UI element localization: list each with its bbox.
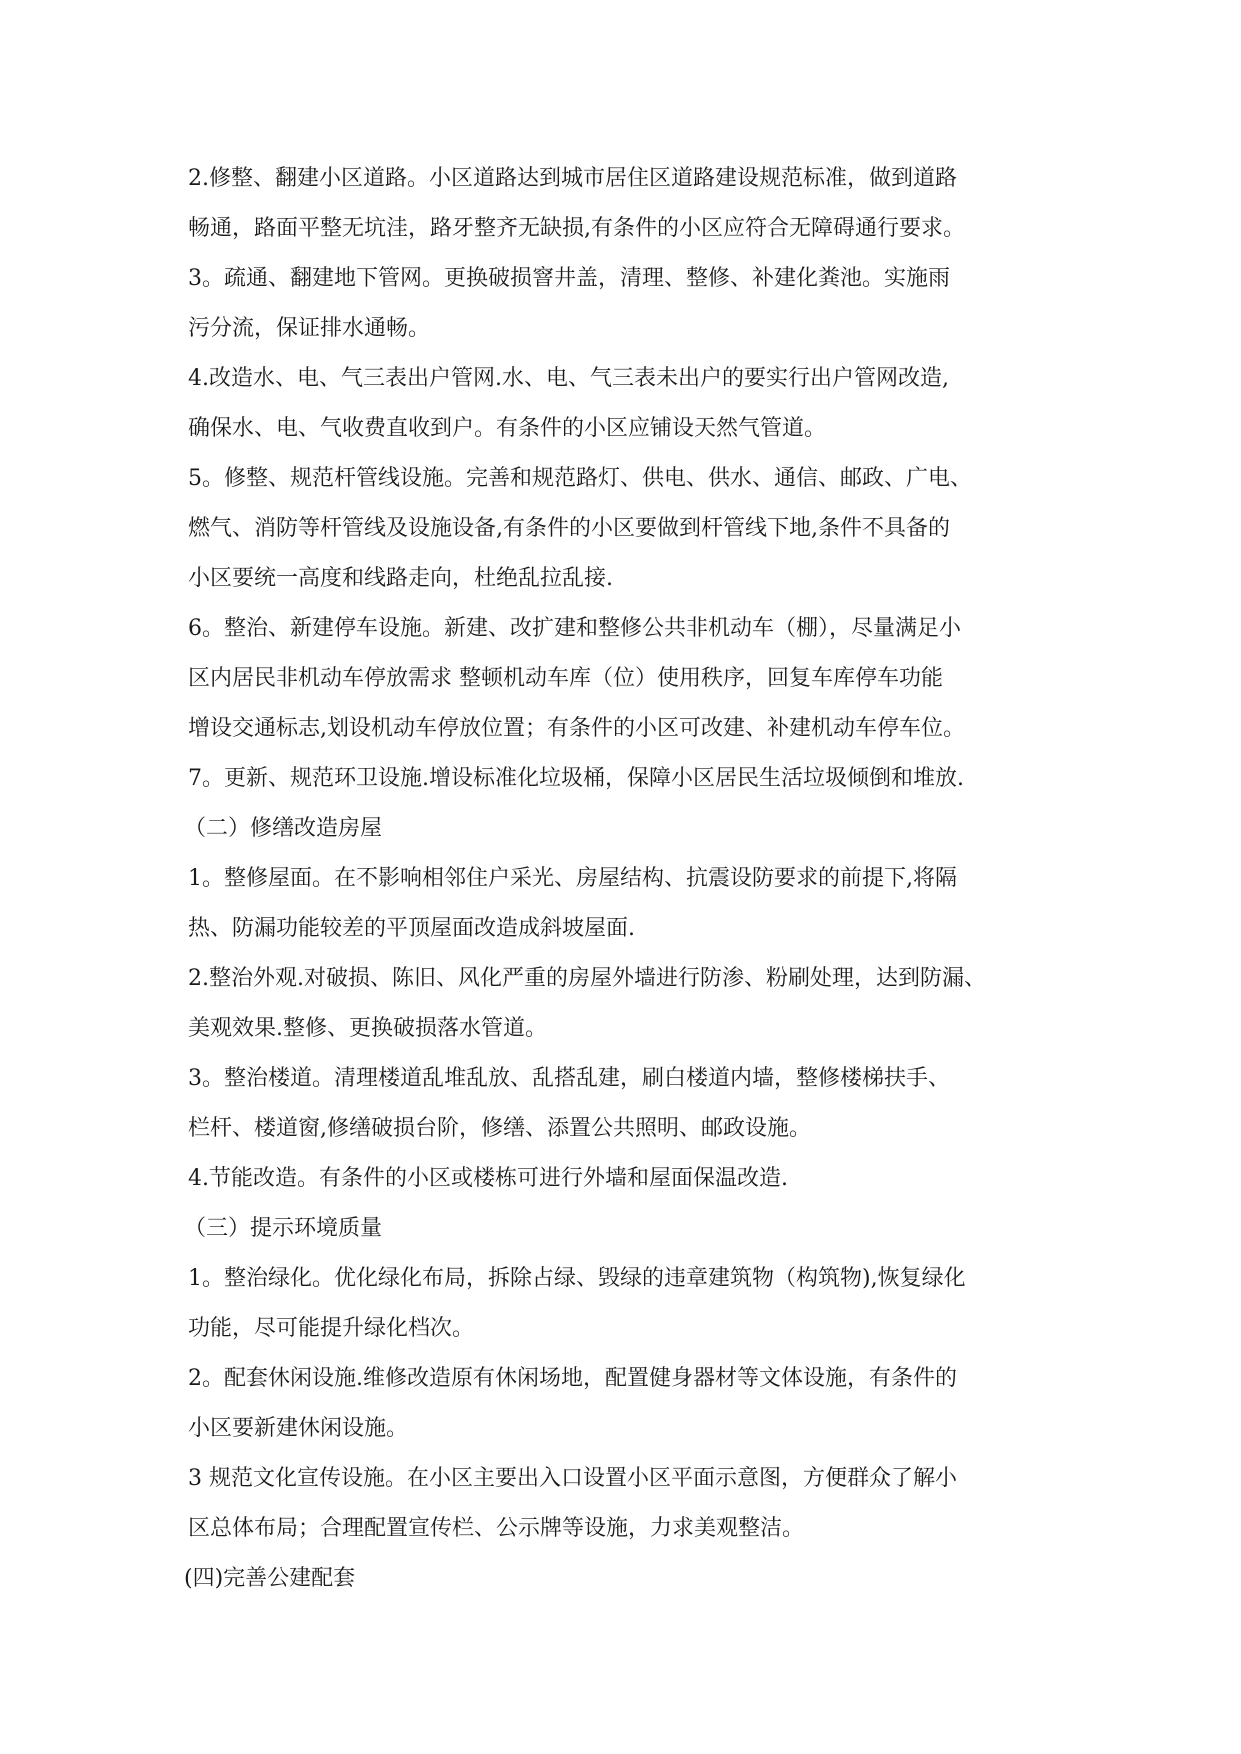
text-line: 3。整治楼道。清理楼道乱堆乱放、乱搭乱建，刷白楼道内墙，整修楼梯扶手、 — [188, 1066, 950, 1091]
text-line: 2.整治外观.对破损、陈旧、风化严重的房屋外墙进行防渗、粉刷处理，达到防漏、 — [188, 966, 986, 991]
text-line: 7。更新、规范环卫设施.增设标准化垃圾桶，保障小区居民生活垃圾倾倒和堆放. — [188, 766, 964, 791]
text-line: 3。疏通、翻建地下管网。更换破损窨井盖，清理、整修、补建化粪池。实施雨 — [188, 266, 950, 291]
list-item — [188, 854, 1068, 954]
text-line: 美观效果.整修、更换破损落水管道。 — [188, 1016, 547, 1041]
text-line: 功能，尽可能提升绿化档次。 — [188, 1316, 475, 1341]
text-line: 小区要统一高度和线路走向，杜绝乱拉乱接. — [188, 566, 613, 591]
section-heading — [184, 1204, 1068, 1254]
text-line: 4.改造水、电、气三表出户管网.水、电、气三表未出户的要实行出户管网改造, — [188, 366, 949, 391]
list-item — [188, 604, 1068, 754]
text-line: 小区要新建休闲设施。 — [188, 1416, 409, 1441]
list-item — [188, 154, 1068, 254]
list-item — [188, 954, 1068, 1054]
text-line: 1。整治绿化。优化绿化布局，拆除占绿、毁绿的违章建筑物（构筑物),恢复绿化 — [188, 1266, 966, 1291]
section-heading — [184, 804, 1068, 854]
text-line: 区总体布局；合理配置宣传栏、公示牌等设施，力求美观整洁。 — [188, 1516, 805, 1541]
text-line: 6。整治、新建停车设施。新建、改扩建和整修公共非机动车（棚），尽量满足小 — [188, 616, 961, 641]
text-line: 4.节能改造。有条件的小区或楼栋可进行外墙和屋面保温改造. — [188, 1166, 788, 1191]
text-line: 5。修整、规范杆管线设施。完善和规范路灯、供电、供水、通信、邮政、广电、 — [188, 466, 972, 491]
list-item — [188, 454, 1068, 604]
text-line: 3 规范文化宣传设施。在小区主要出入口设置小区平面示意图，方便群众了解小 — [188, 1466, 957, 1491]
text-line: 确保水、电、气收费直收到户。有条件的小区应铺设天然气管道。 — [188, 416, 827, 441]
text-line: 热、防漏功能较差的平顶屋面改造成斜坡屋面. — [188, 916, 635, 941]
text-line: 栏杆、楼道窗,修缮破损台阶，修缮、添置公共照明、邮政设施。 — [188, 1116, 811, 1141]
text-line: 1。整修屋面。在不影响相邻住户采光、房屋结构、抗震设防要求的前提下,将隔 — [188, 866, 957, 891]
document-body — [184, 154, 1068, 1604]
text-line: 污分流，保证排水通畅。 — [188, 316, 431, 341]
list-item — [188, 254, 1068, 354]
list-item — [188, 354, 1068, 454]
list-item — [188, 1054, 1068, 1154]
text-line: 畅通，路面平整无坑洼，路牙整齐无缺损,有条件的小区应符合无障碍通行要求。 — [188, 216, 965, 241]
text-line: 增设交通标志,划设机动车停放位置；有条件的小区可改建、补建机动车停车位。 — [188, 716, 965, 741]
section-heading — [184, 1554, 1068, 1604]
list-item — [188, 1454, 1068, 1554]
text-line: （二）修缮改造房屋 — [184, 816, 383, 841]
text-line: (四)完善公建配套 — [184, 1566, 356, 1591]
text-line: （三）提示环境质量 — [184, 1216, 383, 1241]
text-line: 燃气、消防等杆管线及设施设备,有条件的小区要做到杆管线下地,条件不具备的 — [188, 516, 950, 541]
list-item — [188, 1154, 1068, 1204]
list-item — [188, 754, 1068, 804]
text-line: 2。配套休闲设施.维修改造原有休闲场地，配置健身器材等文体设施，有条件的 — [188, 1366, 957, 1391]
list-item — [188, 1254, 1068, 1354]
text-line: 区内居民非机动车停放需求 整顿机动车库（位）使用秩序，回复车库停车功能 — [188, 666, 943, 691]
text-line: 2.修整、翻建小区道路。小区道路达到城市居住区道路建设规范标准，做到道路 — [188, 166, 957, 191]
list-item — [188, 1354, 1068, 1454]
